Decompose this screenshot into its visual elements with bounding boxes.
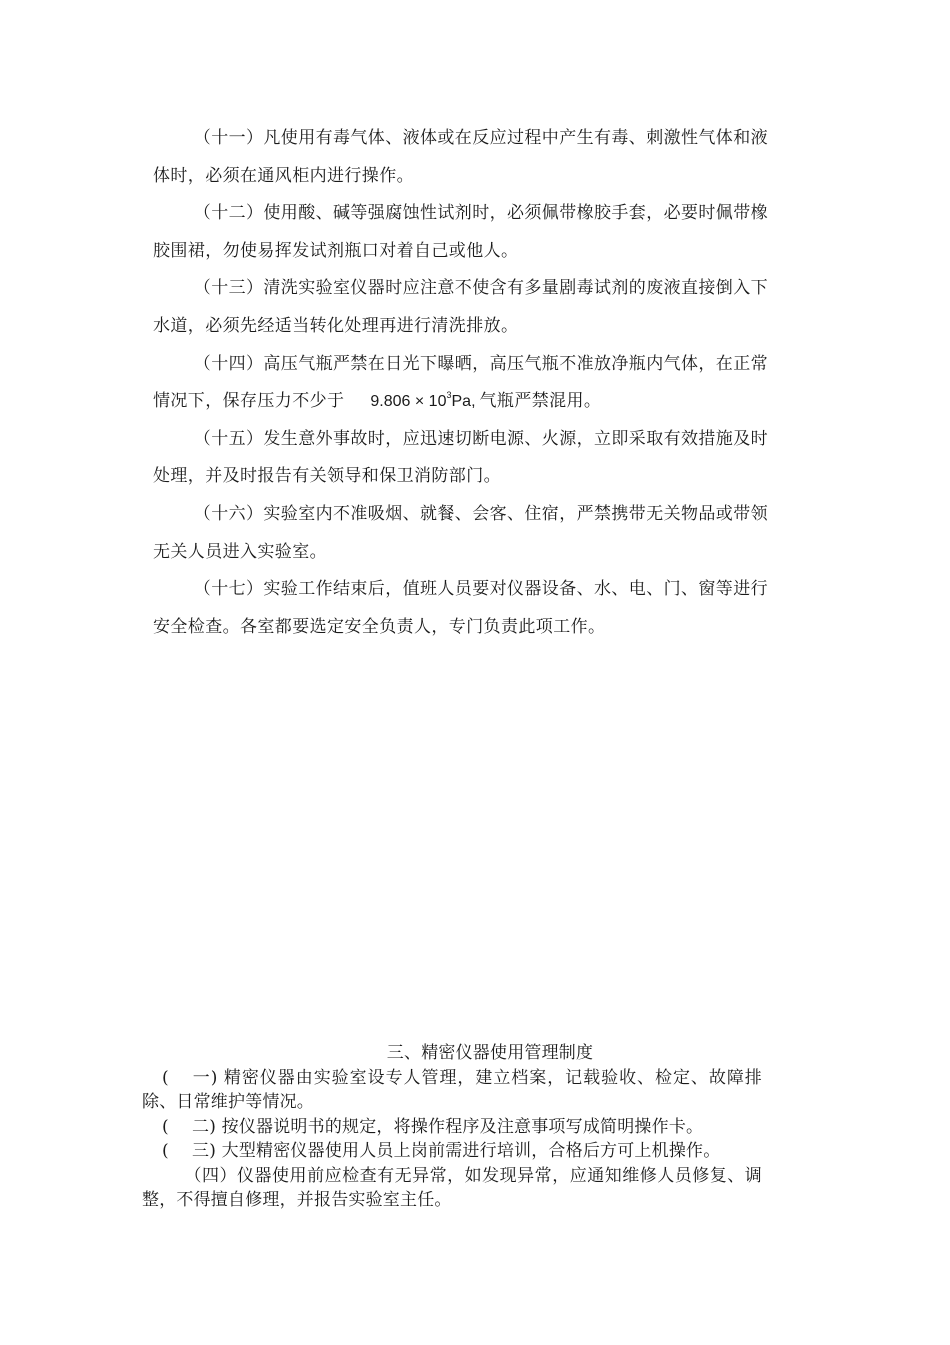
instrument-rule-3-open: ( [162, 1141, 169, 1161]
instrument-rule-3 [142, 1139, 762, 1164]
instrument-rule-3-text: 三) 大型精密仪器使用人员上岗前需进行培训，合格后方可上机操作。 [192, 1141, 721, 1161]
regulations-continued [153, 120, 768, 646]
rule-16: （十六）实验室内不准吸烟、就餐、会客、住宿，严禁携带无关物品或带领无关人员进入实验室。 [153, 503, 768, 562]
precision-instrument-rules [142, 1041, 762, 1213]
instrument-rule-2-text: 二) 按仪器说明书的规定，将操作程序及注意事项写成简明操作卡。 [192, 1116, 704, 1137]
pressure-formula [370, 390, 476, 411]
rule-14-tail: 气瓶严禁混用。 [479, 391, 602, 412]
rule-15: （十五）发生意外事故时，应迅速切断电源、火源，立即采取有效措施及时处理，并及时报告有关领导和保卫消防部门。 [153, 428, 768, 487]
rule-12: （十二）使用酸、碱等强腐蚀性试剂时，必须佩带橡胶手套，必要时佩带橡胶围裙，勿使易挥发试剂瓶口对着自己或他人。 [153, 203, 768, 261]
pressure-formula-unit: Pa, [451, 393, 476, 411]
instrument-rule-1-open: ( [162, 1067, 169, 1088]
rule-14 [153, 346, 768, 421]
rule-11: （十一）凡使用有毒气体、液体或在反应过程中产生有毒、刺激性气体和液体时，必须在通风柜内进行操作。 [153, 128, 768, 186]
rule-13: （十三）清洗实验室仪器时应注意不使含有多量剧毒试剂的废液直接倒入下水道，必须先经适当转化处理再进行清洗排放。 [153, 278, 768, 336]
rule-14-text: （十四）高压气瓶严禁在日光下曝晒，高压气瓶不准放净瓶内气体，在正常情况下，保存压力不少于 [153, 353, 768, 412]
instrument-rule-4: （四）仪器使用前应检查有无异常，如发现异常，应通知维修人员修复、调整，不得擅自修理，并报告实验室主任。 [142, 1165, 762, 1210]
section-title: 三、精密仪器使用管理制度 [386, 1043, 594, 1063]
instrument-rule-2-open: ( [162, 1116, 169, 1137]
pressure-formula-base: 9.806 × 10 [370, 393, 447, 411]
instrument-rule-1-text: 一) 精密仪器由实验室设专人管理，建立档案，记载验收、检定、故障排除、日常维护等情况。 [142, 1067, 762, 1112]
instrument-rule-1 [142, 1066, 762, 1115]
rule-17: （十七）实验工作结束后，值班人员要对仪器设备、水、电、门、窗等进行安全检查。各室都要选定安全负责人，专门负责此项工作。 [153, 579, 768, 637]
instrument-rule-2 [142, 1115, 762, 1140]
pressure-formula-exponent: 3 [446, 390, 452, 401]
